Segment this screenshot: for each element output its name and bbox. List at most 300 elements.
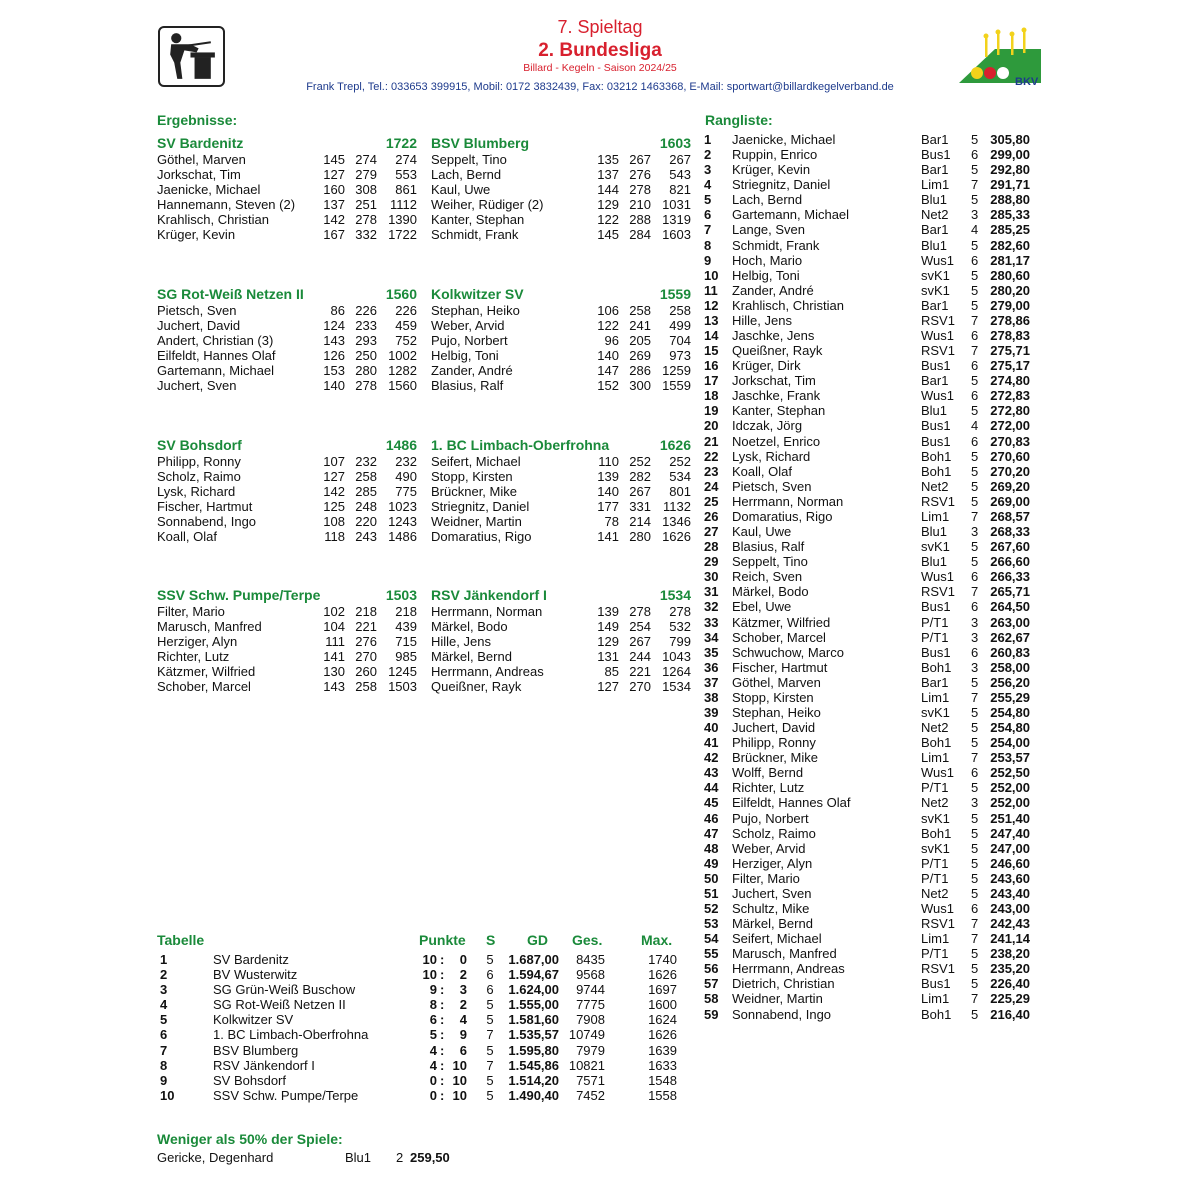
score-2: 258: [355, 469, 377, 484]
player-row: [157, 363, 417, 378]
player-name: Kaul, Uwe: [431, 182, 491, 197]
player-row: [431, 197, 691, 212]
player-name: Hannemann, Steven (2): [157, 197, 296, 212]
team-name: RSV Jänkendorf I: [431, 587, 547, 603]
match-team-block: [431, 136, 691, 242]
player-name: Juchert, David: [157, 318, 241, 333]
games: 4: [971, 222, 979, 238]
team-code: Lim1: [921, 931, 950, 947]
average: 260,83: [990, 644, 1030, 660]
games: 5: [971, 704, 979, 720]
max: 1639: [648, 1042, 677, 1058]
rank: 55: [704, 946, 719, 962]
team-code: P/T1: [921, 629, 949, 645]
score-2: 258: [355, 679, 377, 694]
weniger-games: 2: [396, 1150, 404, 1165]
player-row: [157, 227, 417, 242]
score-1: 160: [323, 182, 345, 197]
ranking-row: [704, 675, 1034, 690]
rank: 37: [704, 674, 719, 690]
team-code: Net2: [921, 720, 949, 736]
player-name: Idczak, Jörg: [732, 418, 803, 434]
ranking-row: [704, 253, 1034, 268]
average: 272,83: [990, 388, 1030, 404]
score-1: 142: [323, 212, 345, 227]
player-name: Kaul, Uwe: [732, 524, 792, 540]
score-1: 130: [323, 664, 345, 679]
score-2: 274: [355, 152, 377, 167]
team-code: Blu1: [921, 524, 948, 540]
team-code: Boh1: [921, 463, 952, 479]
weniger-title: Weniger als 50% der Spiele:: [157, 1131, 343, 1147]
ranking-row: [704, 630, 1034, 645]
games: 5: [971, 780, 979, 796]
games: 5: [971, 493, 979, 509]
points-minus: 6: [459, 1042, 467, 1058]
player-name: Wolff, Bernd: [732, 765, 804, 781]
ranking-row: [704, 871, 1034, 886]
rank: 1: [704, 132, 712, 147]
cumulative-score: 274: [395, 152, 417, 167]
player-row: [157, 679, 417, 694]
rank: 30: [704, 569, 719, 585]
team-code: Wus1: [921, 900, 954, 916]
score-2: 205: [629, 333, 651, 348]
player-row: [431, 679, 691, 694]
ranking-row: [704, 343, 1034, 358]
rank: 3: [160, 982, 168, 998]
score-1: 85: [604, 664, 619, 679]
total: 9568: [576, 967, 605, 983]
games: 6: [971, 252, 979, 268]
average: 266,60: [990, 554, 1030, 570]
games: 3: [971, 614, 979, 630]
player-name: Jaenicke, Michael: [732, 132, 836, 147]
ranking-row: [704, 222, 1034, 237]
average: 305,80: [990, 132, 1030, 147]
player-row: [431, 227, 691, 242]
score-1: 127: [323, 469, 345, 484]
team-code: svK1: [921, 539, 950, 555]
player-row: [157, 634, 417, 649]
games: 3: [971, 207, 979, 223]
player-name: Domaratius, Rigo: [732, 508, 833, 524]
team-code: svK1: [921, 282, 950, 298]
team-total: 1559: [659, 286, 691, 302]
cumulative-score: 1264: [662, 664, 691, 679]
player-name: Sonnabend, Ingo: [157, 514, 257, 529]
rank: 2: [160, 967, 168, 983]
ranking-row: [704, 811, 1034, 826]
player-row: [431, 619, 691, 634]
player-name: Herziger, Alyn: [732, 855, 813, 871]
player-name: Philipp, Ronny: [157, 454, 241, 469]
score-2: 286: [629, 363, 651, 378]
average: 1.581,60: [508, 1012, 559, 1028]
team-code: Boh1: [921, 1006, 952, 1022]
games: 5: [971, 825, 979, 841]
average: 1.535,57: [508, 1027, 559, 1043]
player-row: [431, 152, 691, 167]
cumulative-score: 534: [669, 469, 691, 484]
points-separator: :: [440, 982, 445, 998]
rank: 28: [704, 539, 719, 555]
cumulative-score: 218: [395, 604, 417, 619]
score-1: 107: [323, 454, 345, 469]
team-total: 1603: [659, 135, 691, 151]
ranking-row: [704, 373, 1034, 388]
average: 1.595,80: [508, 1042, 559, 1058]
player-name: Helbig, Toni: [431, 348, 499, 363]
average: 235,20: [990, 961, 1030, 977]
score-1: 126: [323, 348, 345, 363]
player-name: Jaschke, Jens: [732, 328, 815, 344]
cumulative-score: 1132: [663, 499, 691, 514]
player-name: Jorkschat, Tim: [732, 373, 816, 389]
player-row: [157, 378, 417, 393]
games: 6: [486, 982, 494, 998]
games: 5: [486, 1087, 494, 1103]
average: 216,40: [990, 1006, 1030, 1022]
ranking-row: [704, 599, 1034, 614]
score-1: 140: [323, 378, 345, 393]
match-team-block: [157, 287, 417, 393]
ranking-row: [704, 162, 1034, 177]
col-header-gd: GD: [527, 932, 548, 948]
weniger-score: 259,50: [410, 1150, 450, 1165]
points-separator: :: [440, 997, 445, 1013]
team-name: SG Rot-Weiß Netzen II: [213, 997, 346, 1013]
team-code: P/T1: [921, 780, 949, 796]
player-row: [431, 514, 691, 529]
games: 6: [971, 900, 979, 916]
team-name: SG Grün-Weiß Buschow: [213, 982, 356, 998]
player-row: [157, 197, 417, 212]
player-name: Stephan, Heiko: [732, 704, 821, 720]
player-name: Dietrich, Christian: [732, 976, 835, 992]
rank: 32: [704, 599, 719, 615]
score-1: 141: [597, 529, 619, 544]
points-separator: :: [440, 952, 445, 967]
score-1: 122: [597, 212, 619, 227]
average: 288,80: [990, 192, 1030, 208]
points-minus: 0: [459, 952, 467, 967]
player-row: [157, 454, 417, 469]
team-code: Bus1: [921, 433, 951, 449]
max: 1626: [648, 1027, 677, 1043]
team-total: 1626: [659, 437, 691, 453]
ranking-row: [704, 268, 1034, 283]
cumulative-score: 1023: [388, 499, 417, 514]
rank: 47: [704, 825, 719, 841]
player-name: Eilfeldt, Hannes Olaf: [157, 348, 276, 363]
score-2: 210: [629, 197, 651, 212]
rank: 1: [160, 952, 168, 967]
cumulative-score: 226: [395, 303, 417, 318]
ranking-row: [704, 464, 1034, 479]
team-code: Bar1: [921, 162, 949, 178]
player-name: Göthel, Marven: [157, 152, 246, 167]
team-code: P/T1: [921, 614, 949, 630]
max: 1548: [648, 1072, 677, 1088]
average: 246,60: [990, 855, 1030, 871]
team-name: SV Bardenitz: [157, 135, 244, 151]
player-row: [157, 303, 417, 318]
rank: 9: [704, 252, 712, 268]
games: 5: [971, 373, 979, 389]
team-code: Bar1: [921, 222, 949, 238]
cumulative-score: 775: [395, 484, 417, 499]
team-total: 1486: [385, 437, 417, 453]
score-1: 106: [597, 303, 619, 318]
team-code: Lim1: [921, 991, 950, 1007]
player-name: Ebel, Uwe: [732, 599, 792, 615]
score-1: 147: [597, 363, 619, 378]
player-row: [431, 664, 691, 679]
rank: 38: [704, 689, 719, 705]
rank: 12: [704, 297, 719, 313]
rank: 24: [704, 478, 719, 494]
team-name: SSV Schw. Pumpe/Terpe: [213, 1087, 359, 1103]
average: 275,17: [990, 358, 1030, 374]
score-2: 241: [629, 318, 651, 333]
rank: 48: [704, 840, 719, 856]
team-code: Lim1: [921, 177, 950, 193]
rank: 25: [704, 493, 719, 509]
score-1: 110: [598, 454, 619, 469]
cumulative-score: 1031: [662, 197, 691, 212]
games: 5: [971, 735, 979, 751]
team-code: Bar1: [921, 297, 949, 313]
player-name: Pujo, Norbert: [732, 810, 809, 826]
cumulative-score: 532: [669, 619, 691, 634]
games: 3: [971, 795, 979, 811]
rank: 49: [704, 855, 719, 871]
player-name: Lysk, Richard: [732, 448, 811, 464]
team-code: RSV1: [921, 493, 955, 509]
games: 5: [971, 237, 979, 253]
cumulative-score: 1282: [388, 363, 417, 378]
points-plus: 0: [429, 1072, 437, 1088]
player-name: Weber, Arvid: [431, 318, 505, 333]
team-header: [431, 136, 691, 151]
average: 291,71: [990, 177, 1030, 193]
table-row: [157, 952, 687, 967]
ranking-row: [704, 916, 1034, 931]
ranking-row: [704, 841, 1034, 856]
score-2: 244: [629, 649, 651, 664]
team-code: RSV1: [921, 312, 955, 328]
total: 7775: [576, 997, 605, 1013]
score-1: 152: [597, 378, 619, 393]
team-code: Lim1: [921, 750, 950, 766]
points-separator: :: [440, 967, 445, 983]
games: 5: [971, 267, 979, 283]
team-header: [157, 438, 417, 453]
games: 5: [971, 674, 979, 690]
score-1: 86: [330, 303, 345, 318]
player-row: [431, 499, 691, 514]
player-row: [431, 484, 691, 499]
points-plus: 10: [422, 952, 437, 967]
player-name: Brückner, Mike: [732, 750, 818, 766]
team-code: svK1: [921, 267, 950, 283]
points-plus: 10: [422, 967, 437, 983]
player-name: Märkel, Bodo: [732, 584, 809, 600]
player-name: Hille, Jens: [431, 634, 491, 649]
player-row: [431, 303, 691, 318]
rank: 3: [704, 162, 712, 178]
player-name: Scholz, Raimo: [732, 825, 816, 841]
score-1: 129: [597, 197, 619, 212]
player-row: [157, 604, 417, 619]
player-name: Koall, Olaf: [732, 463, 792, 479]
player-row: [157, 499, 417, 514]
cumulative-score: 1486: [388, 529, 417, 544]
rank: 31: [704, 584, 719, 600]
score-1: 145: [597, 227, 619, 242]
points-minus: 9: [459, 1027, 467, 1043]
average: 282,60: [990, 237, 1030, 253]
player-row: [431, 182, 691, 197]
player-name: Märkel, Bodo: [431, 619, 508, 634]
score-1: 111: [325, 634, 345, 649]
team-code: Net2: [921, 885, 949, 901]
cumulative-score: 258: [669, 303, 691, 318]
games: 5: [486, 1012, 494, 1028]
player-name: Reich, Sven: [732, 569, 803, 585]
team-name: Kolkwitzer SV: [213, 1012, 294, 1028]
cumulative-score: 252: [669, 454, 691, 469]
score-2: 267: [629, 152, 651, 167]
col-header-punkte: Punkte: [419, 932, 466, 948]
score-2: 270: [629, 679, 651, 694]
score-2: 285: [355, 484, 377, 499]
table-row: [157, 1043, 687, 1058]
total: 8435: [576, 952, 605, 967]
team-name: BV Wusterwitz: [213, 967, 298, 983]
average: 285,33: [990, 207, 1030, 223]
score-2: 254: [629, 619, 651, 634]
games: 5: [971, 403, 979, 419]
player-name: Weiher, Rüdiger (2): [431, 197, 544, 212]
rank: 39: [704, 704, 719, 720]
team-code: Blu1: [921, 237, 948, 253]
rank: 18: [704, 388, 719, 404]
team-name: 1. BC Limbach-Oberfrohna: [431, 437, 610, 453]
average: 1.555,00: [508, 997, 559, 1013]
score-1: 144: [597, 182, 619, 197]
cumulative-score: 267: [669, 152, 691, 167]
player-name: Filter, Mario: [157, 604, 225, 619]
player-name: Fischer, Hartmut: [157, 499, 253, 514]
cumulative-score: 715: [395, 634, 417, 649]
score-1: 137: [323, 197, 345, 212]
total: 7979: [576, 1042, 605, 1058]
ranking-row: [704, 494, 1034, 509]
average: 280,20: [990, 282, 1030, 298]
score-2: 279: [355, 167, 377, 182]
games: 7: [971, 508, 979, 524]
team-code: P/T1: [921, 855, 949, 871]
player-name: Scholz, Raimo: [157, 469, 241, 484]
player-name: Striegnitz, Daniel: [732, 177, 831, 193]
cumulative-score: 752: [395, 333, 417, 348]
cumulative-score: 459: [395, 318, 417, 333]
team-code: Lim1: [921, 689, 950, 705]
average: 272,80: [990, 403, 1030, 419]
rank: 4: [160, 997, 168, 1013]
rank: 33: [704, 614, 719, 630]
player-name: Herziger, Alyn: [157, 634, 238, 649]
cumulative-score: 278: [669, 604, 691, 619]
weniger-row: [157, 1150, 477, 1165]
games: 5: [971, 539, 979, 555]
score-1: 141: [323, 649, 345, 664]
points-plus: 5: [429, 1027, 437, 1043]
score-1: 108: [323, 514, 345, 529]
average: 255,29: [990, 689, 1030, 705]
ranking-row: [704, 886, 1034, 901]
score-2: 332: [355, 227, 377, 242]
games: 5: [971, 840, 979, 856]
cumulative-score: 439: [395, 619, 417, 634]
average: 292,80: [990, 162, 1030, 178]
average: 278,86: [990, 312, 1030, 328]
tabelle-title: Tabelle: [157, 932, 205, 948]
games: 6: [486, 967, 494, 983]
score-2: 280: [355, 363, 377, 378]
cumulative-score: 1559: [662, 378, 691, 393]
player-name: Kanter, Stephan: [732, 403, 826, 419]
ranking-row: [704, 946, 1034, 961]
table-row: [157, 997, 687, 1012]
cumulative-score: 1043: [662, 649, 691, 664]
ranking-row: [704, 434, 1034, 449]
score-2: 278: [629, 604, 651, 619]
team-total: 1722: [385, 135, 417, 151]
games: 5: [971, 463, 979, 479]
cumulative-score: 799: [669, 634, 691, 649]
score-1: 78: [604, 514, 619, 529]
average: 299,00: [990, 147, 1030, 163]
total: 9744: [576, 982, 605, 998]
score-2: 248: [355, 499, 377, 514]
player-name: Fischer, Hartmut: [732, 659, 828, 675]
player-row: [157, 348, 417, 363]
score-1: 96: [604, 333, 619, 348]
player-row: [431, 348, 691, 363]
player-name: Weidner, Martin: [732, 991, 823, 1007]
rangliste-title: Rangliste:: [705, 112, 773, 128]
player-name: Koall, Olaf: [157, 529, 217, 544]
max: 1740: [648, 952, 677, 967]
points-plus: 0: [429, 1087, 437, 1103]
score-1: 127: [323, 167, 345, 182]
score-1: 153: [323, 363, 345, 378]
ranking-row: [704, 403, 1034, 418]
score-1: 139: [597, 469, 619, 484]
rank: 51: [704, 885, 719, 901]
points-minus: 10: [452, 1087, 467, 1103]
rank: 4: [704, 177, 712, 193]
games: 7: [971, 689, 979, 705]
team-name: SV Bohsdorf: [157, 437, 242, 453]
score-1: 122: [597, 318, 619, 333]
team-code: Bar1: [921, 132, 949, 147]
games: 6: [971, 765, 979, 781]
player-name: Andert, Christian (3): [157, 333, 274, 348]
